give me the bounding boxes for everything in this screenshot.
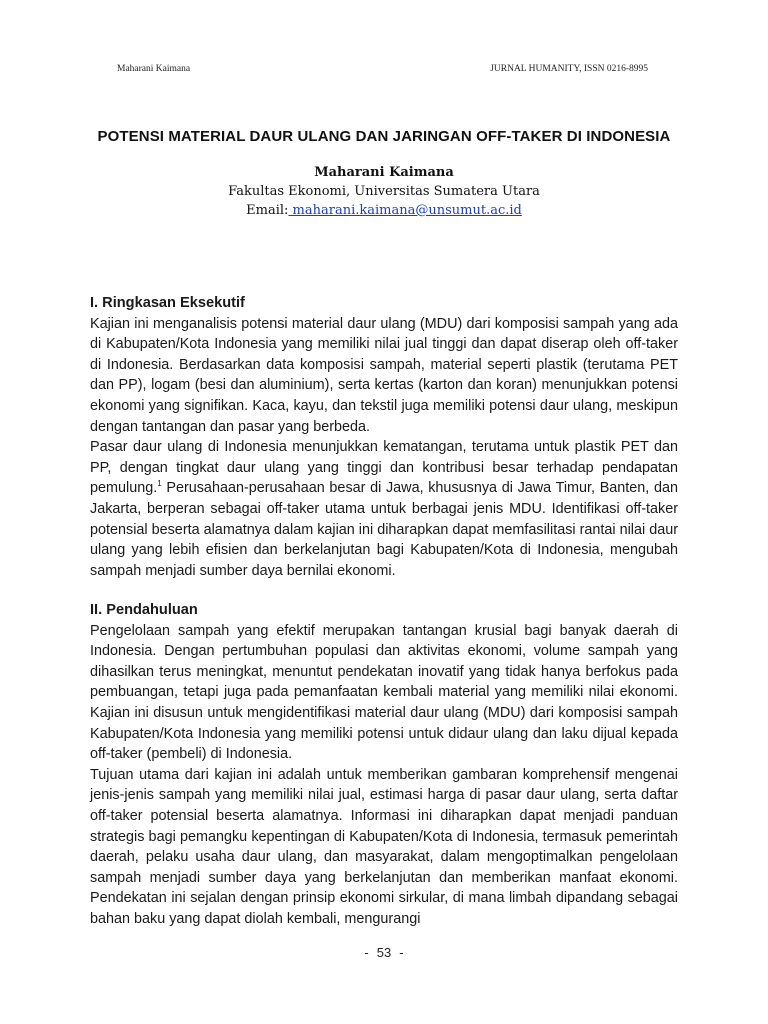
section-executive-summary (90, 293, 678, 581)
author-block (84, 163, 684, 220)
paragraph: Kajian ini menganalisis potensi material daur ulang (MDU) dari komposisi sampah yang ada di Kabupaten/Kota Indonesia yang memiliki nilai jual tinggi dan dapat diserap oleh off-taker di Indonesia. Berdasarkan data komposisi sampah, material seperti plastik (terutama PET dan PP), logam (besi dan aluminium), serta kertas (karton dan koran) menunjukkan potensi ekonomi yang signifikan. Kaca, kayu, dan tekstil juga memiliki potensi daur ulang, meskipun dengan tantangan dan pasar yang berbeda. (90, 315, 678, 435)
section-heading: II. Pendahuluan (90, 602, 198, 618)
running-head-journal: JURNAL HUMANITY, ISSN 0216-8995 (490, 64, 648, 74)
author-email-line (84, 201, 684, 220)
page-number-dash-trailing: - (399, 945, 404, 960)
paragraph: Pengelolaan sampah yang efektif merupakan tantangan krusial bagi banyak daerah di Indonesia. Dengan pertumbuhan populasi dan aktivitas ekonomi, volume sampah yang dihasilkan terus meningkat, menuntut pendekatan inovatif yang tidak hanya berfokus pada pembuangan, tetapi juga pada pemanfaatan kembali material yang memiliki nilai ekonomi. Kajian ini disusun untuk mengidentifikasi material daur ulang (MDU) dari komposisi sampah Kabupaten/Kota Indonesia yang memiliki potensi untuk didaur ulang dan laku dijual kepada off-taker (pembeli) di Indonesia. (90, 622, 678, 763)
email-label: Email: (246, 203, 289, 218)
paragraph-with-footnote (90, 437, 678, 581)
footnote-ref[interactable]: 1 (157, 479, 162, 489)
email-link[interactable]: maharani.kaimana@unsumut.ac.id (288, 203, 522, 218)
page-number (0, 945, 768, 960)
paper-title: POTENSI MATERIAL DAUR ULANG DAN JARINGAN OFF-TAKER DI INDONESIA (97, 128, 671, 145)
page-number-dash: - (364, 945, 369, 960)
section-introduction (90, 600, 678, 930)
page-number-value: 53 (376, 945, 392, 960)
author-name: Maharani Kaimana (314, 165, 454, 180)
section-heading: I. Ringkasan Eksekutif (90, 295, 245, 311)
author-affiliation: Fakultas Ekonomi, Universitas Sumatera Utara (228, 184, 540, 199)
paragraph-text-continued: Perusahaan-perusahaan besar di Jawa, khususnya di Jawa Timur, Banten, dan Jakarta, berperan sebagai off-taker utama untuk berbagai jenis MDU. Identifikasi off-taker potensial beserta alamatnya dalam kajian ini diharapkan dapat memfasilitasi rantai nilai daur ulang yang lebih efisien dan berkelanjutan bagi Kabupaten/Kota di Indonesia, mengubah sampah menjadi sumber daya bernilai ekonomi. (90, 480, 678, 579)
paragraph: Tujuan utama dari kajian ini adalah untuk memberikan gambaran komprehensif mengenai jenis-jenis sampah yang memiliki nilai jual, estimasi harga di pasar daur ulang, serta daftar off-taker potensial beserta alamatnya. Informasi ini diharapkan dapat menjadi panduan strategis bagi pemangku kepentingan di Kabupaten/Kota di Indonesia, termasuk pemerintah daerah, pelaku usaha daur ulang, dan masyarakat, dalam mengoptimalkan pengelolaan sampah menjadi sumber daya yang berkelanjutan dan memberikan manfaat ekonomi. Pendekatan ini sejalan dengan prinsip ekonomi sirkular, di mana limbah dipandang sebagai bahan baku yang dapat diolah kembali, mengurangi (90, 766, 678, 927)
paragraph-text: Pasar daur ulang di Indonesia menunjukkan kematangan, terutama untuk plastik PET dan PP, dengan tingkat daur ulang yang tinggi dan kontribusi besar terhadap pendapatan pemulung. (90, 439, 678, 497)
running-head-author: Maharani Kaimana (117, 64, 191, 74)
